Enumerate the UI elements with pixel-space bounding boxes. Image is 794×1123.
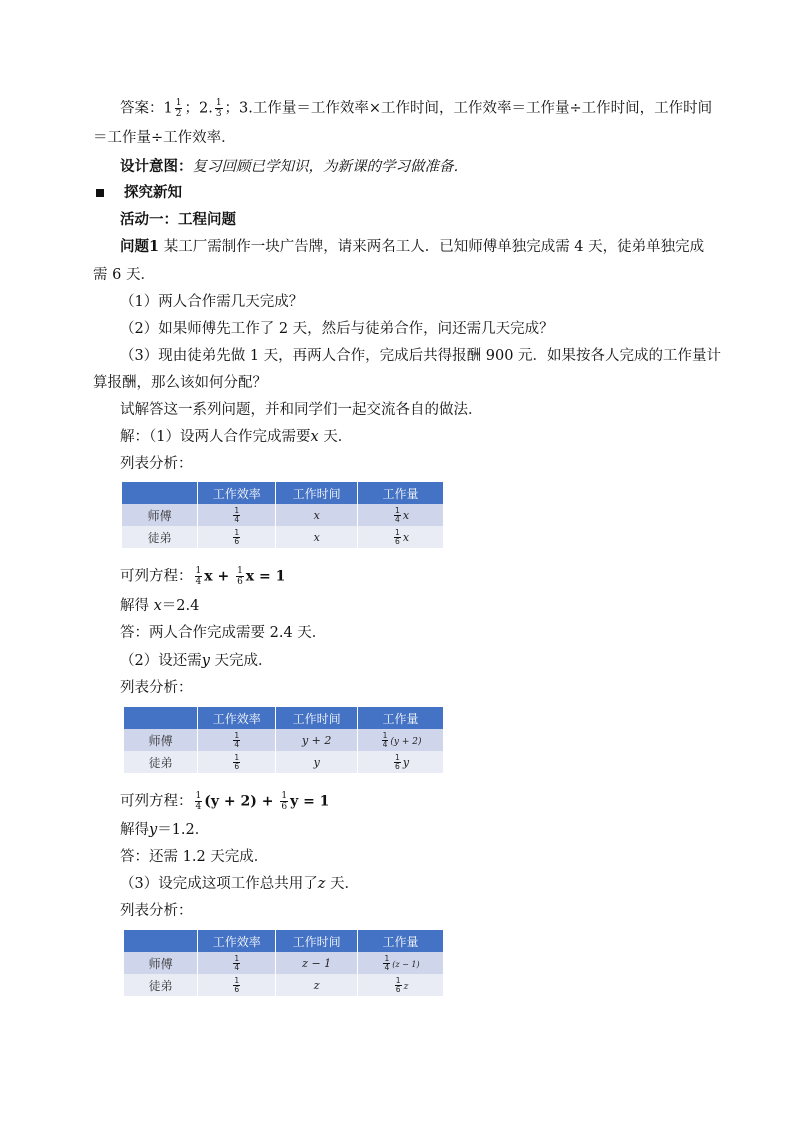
header-cell: 工作效率 bbox=[198, 930, 276, 952]
header-cell: 工作量 bbox=[358, 482, 444, 504]
answer-sep: ；2. bbox=[184, 100, 213, 117]
fraction bbox=[394, 529, 401, 546]
work-cell bbox=[358, 526, 444, 548]
fraction bbox=[195, 791, 203, 812]
section-heading bbox=[96, 183, 182, 203]
efficiency-cell bbox=[198, 952, 276, 974]
frac-den: 4 bbox=[395, 514, 400, 524]
frac-num: 1 bbox=[234, 505, 240, 515]
design-label: 设计意图： bbox=[120, 158, 193, 175]
answer-prefix: 答案：1 bbox=[120, 100, 173, 117]
variable: y bbox=[201, 653, 210, 669]
solution-3-setup bbox=[120, 874, 359, 894]
answer-1: 答：两人合作完成需要 2.4 天． bbox=[120, 625, 327, 641]
header-cell bbox=[124, 707, 198, 729]
header-cell: 工作效率 bbox=[198, 707, 276, 729]
work-cell bbox=[358, 729, 444, 751]
fraction bbox=[395, 977, 402, 994]
solution-2-setup bbox=[120, 651, 273, 671]
result-2 bbox=[120, 820, 209, 840]
table-label-1: 列表分析： bbox=[120, 456, 193, 472]
work-expr: y bbox=[402, 755, 410, 769]
frac-den: 4 bbox=[195, 577, 202, 587]
frac-num: 1 bbox=[395, 975, 401, 985]
efficiency-cell bbox=[198, 729, 276, 751]
section-title: 探究新知 bbox=[124, 184, 182, 201]
frac-num: 1 bbox=[234, 752, 240, 762]
equation-label: 可列方程： bbox=[120, 793, 193, 810]
frac-den: 4 bbox=[382, 739, 388, 749]
analysis-table-1 bbox=[122, 482, 444, 548]
table-header-row bbox=[124, 930, 444, 952]
solution-1-setup bbox=[120, 427, 352, 447]
result-1 bbox=[120, 596, 199, 616]
header-cell bbox=[124, 930, 198, 952]
table-label-3: 列表分析： bbox=[120, 903, 193, 919]
frac-num: 1 bbox=[382, 730, 388, 740]
header-cell: 工作量 bbox=[358, 707, 444, 729]
frac-den: 4 bbox=[234, 962, 240, 972]
work-cell bbox=[358, 974, 444, 996]
analysis-table-2 bbox=[124, 707, 444, 773]
work-cell bbox=[358, 952, 444, 974]
fraction bbox=[175, 98, 183, 119]
frac-den: 6 bbox=[395, 761, 400, 771]
header-cell: 工作时间 bbox=[276, 707, 358, 729]
frac-num: 1 bbox=[195, 566, 202, 576]
frac-den: 4 bbox=[195, 802, 202, 812]
time-cell: z bbox=[276, 974, 358, 996]
design-text: 复习回顾已学知识，为新课的学习做准备． bbox=[192, 159, 468, 175]
frac-num: 1 bbox=[395, 752, 400, 762]
work-expr: x bbox=[402, 530, 410, 544]
work-expr: (z − 1) bbox=[392, 959, 420, 969]
question-3-line-2: 算报酬，那么该如何分配？ bbox=[93, 375, 267, 391]
answer-line-1 bbox=[120, 98, 712, 119]
fraction bbox=[215, 98, 223, 119]
variable: y bbox=[149, 822, 158, 838]
table-label-2: 列表分析： bbox=[120, 680, 193, 696]
analysis-table-3 bbox=[124, 930, 444, 996]
problem-line-2: 需 6 天． bbox=[93, 267, 155, 283]
square-bullet-icon bbox=[96, 189, 104, 197]
header-cell: 工作效率 bbox=[198, 482, 276, 504]
answer-line-2: ＝工作量÷工作效率． bbox=[93, 130, 236, 146]
result-label: 解得 bbox=[120, 598, 154, 614]
fraction bbox=[382, 732, 389, 749]
fraction bbox=[233, 955, 240, 972]
result-value: ＝1.2． bbox=[157, 822, 210, 838]
frac-num: 1 bbox=[195, 791, 202, 801]
equation-2 bbox=[120, 791, 329, 812]
time-cell: y + 2 bbox=[276, 729, 358, 751]
answer-rest: ；3.工作量＝工作效率×工作时间，工作效率＝工作量÷工作时间，工作时间 bbox=[224, 100, 713, 117]
frac-den: 3 bbox=[215, 109, 222, 119]
equation-label: 可列方程： bbox=[120, 568, 193, 585]
frac-den: 4 bbox=[234, 739, 240, 749]
variable: x bbox=[153, 598, 162, 614]
frac-den: 6 bbox=[237, 577, 243, 587]
frac-den: 4 bbox=[234, 514, 240, 524]
problem-text: 某工厂需制作一块广告牌，请来两名工人．已知师傅单独完成需 4 天，徒弟单独完成 bbox=[159, 239, 705, 255]
table-row bbox=[124, 729, 444, 751]
fraction bbox=[280, 791, 288, 812]
time-cell: x bbox=[276, 504, 358, 526]
equation-term: (y + 2) + bbox=[204, 793, 279, 810]
frac-den: 6 bbox=[395, 536, 400, 546]
frac-num: 1 bbox=[395, 505, 400, 515]
answer-2: 答：还需 1.2 天完成． bbox=[120, 849, 269, 865]
fraction bbox=[236, 566, 244, 587]
work-expr: z bbox=[403, 981, 409, 992]
efficiency-cell bbox=[198, 974, 276, 996]
row-label: 师傅 bbox=[124, 729, 198, 751]
setup-text: （2）设还需 bbox=[120, 653, 202, 669]
variable: x bbox=[310, 429, 319, 445]
table-row bbox=[122, 526, 444, 548]
equation-term: x + bbox=[204, 568, 235, 585]
fraction bbox=[195, 566, 203, 587]
fraction bbox=[233, 507, 240, 524]
efficiency-cell bbox=[198, 526, 276, 548]
frac-num: 1 bbox=[234, 527, 240, 537]
efficiency-cell bbox=[198, 504, 276, 526]
frac-num: 1 bbox=[281, 791, 288, 801]
fraction bbox=[233, 732, 240, 749]
work-cell bbox=[358, 751, 444, 773]
frac-den: 6 bbox=[234, 761, 240, 771]
table-row bbox=[124, 974, 444, 996]
activity-title: 活动一：工程问题 bbox=[120, 211, 236, 228]
question-1: （1）两人合作需几天完成？ bbox=[120, 294, 304, 310]
frac-num: 1 bbox=[215, 98, 222, 108]
time-cell: x bbox=[276, 526, 358, 548]
setup-text: （3）设完成这项工作总共用了 bbox=[120, 876, 318, 892]
row-label: 师傅 bbox=[124, 952, 198, 974]
fraction bbox=[233, 529, 240, 546]
fraction bbox=[394, 507, 401, 524]
frac-num: 1 bbox=[237, 566, 243, 576]
problem-label: 问题1 bbox=[120, 238, 160, 255]
table-row bbox=[122, 504, 444, 526]
frac-den: 6 bbox=[234, 984, 240, 994]
fraction bbox=[233, 977, 240, 994]
setup-text: 天． bbox=[318, 429, 353, 445]
header-cell: 工作量 bbox=[358, 930, 444, 952]
table-row bbox=[124, 952, 444, 974]
frac-num: 1 bbox=[175, 98, 182, 108]
efficiency-cell bbox=[198, 751, 276, 773]
question-3-line-1: （3）现由徒弟先做 1 天，再两人合作，完成后共得报酬 900 元．如果按各人完成的工作量计 bbox=[120, 348, 722, 364]
frac-den: 6 bbox=[234, 536, 240, 546]
row-label: 徒弟 bbox=[122, 526, 198, 548]
time-cell: z − 1 bbox=[276, 952, 358, 974]
frac-den: 6 bbox=[281, 802, 288, 812]
result-label: 解得 bbox=[120, 822, 149, 838]
work-expr: x bbox=[402, 508, 410, 522]
frac-den: 4 bbox=[384, 962, 390, 972]
header-cell: 工作时间 bbox=[276, 930, 358, 952]
setup-text: 天． bbox=[325, 876, 359, 892]
frac-num: 1 bbox=[234, 953, 240, 963]
design-intent bbox=[120, 157, 468, 177]
row-label: 徒弟 bbox=[124, 974, 198, 996]
fraction bbox=[233, 754, 240, 771]
variable: z bbox=[317, 876, 326, 892]
frac-den: 6 bbox=[395, 984, 401, 994]
work-expr: (y + 2) bbox=[390, 736, 422, 747]
table-header-row bbox=[122, 482, 444, 504]
try-instruction: 试解答这一系列问题，并和同学们一起交流各自的做法． bbox=[120, 402, 483, 418]
time-cell: y bbox=[276, 751, 358, 773]
equation-term: x = 1 bbox=[245, 568, 286, 585]
table-header-row bbox=[124, 707, 444, 729]
equation-term: y = 1 bbox=[290, 793, 330, 810]
header-cell: 工作时间 bbox=[276, 482, 358, 504]
header-cell bbox=[122, 482, 198, 504]
setup-text: 解：（1）设两人合作完成需要 bbox=[120, 429, 311, 445]
fraction bbox=[383, 955, 390, 972]
frac-num: 1 bbox=[395, 527, 400, 537]
row-label: 师傅 bbox=[122, 504, 198, 526]
problem-line-1 bbox=[120, 237, 704, 257]
row-label: 徒弟 bbox=[124, 751, 198, 773]
fraction bbox=[394, 754, 401, 771]
question-2: （2）如果师傅先工作了 2 天，然后与徒弟合作，问还需几天完成？ bbox=[120, 321, 554, 337]
frac-den: 2 bbox=[175, 109, 182, 119]
equation-1 bbox=[120, 566, 285, 587]
frac-num: 1 bbox=[234, 730, 240, 740]
frac-num: 1 bbox=[234, 975, 240, 985]
result-value: ＝2.4 bbox=[161, 598, 200, 614]
frac-num: 1 bbox=[384, 953, 390, 963]
table-row bbox=[124, 751, 444, 773]
setup-text: 天完成． bbox=[209, 653, 273, 669]
work-cell bbox=[358, 504, 444, 526]
